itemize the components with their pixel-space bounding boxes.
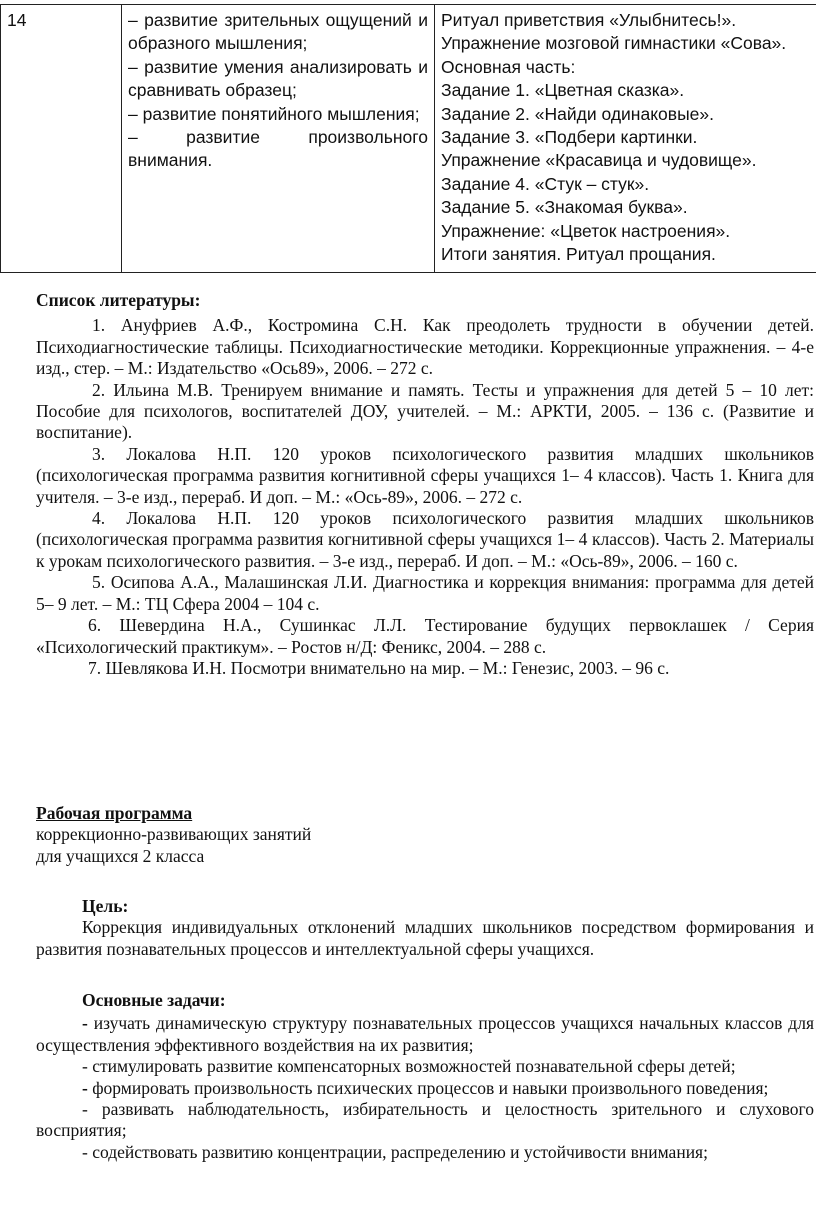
step-item: Задание 2. «Найди одинаковые». [441,103,714,124]
program-heading: Рабочая программа [36,803,193,823]
lesson-number: 14 [7,10,27,30]
reference-item: 1. Ануфриев А.Ф., Костромина С.Н. Как преодолеть трудности в обучении детей. Психодиагностические таблицы. Психодиагностические методики. Коррекционные упражнения. – 4-е изд., стер. – М.: Издательство «Ось89», 2006. – 272 с. [36,315,814,379]
table-row [1,5,816,273]
tasks-label: Основные задачи: [82,990,226,1010]
task-item [36,1013,814,1056]
task-dash: - [82,1013,88,1034]
task-dash: - [82,1077,88,1098]
step-item: Задание 5. «Знакомая буква». [441,197,688,218]
goal-label: Цель: [82,896,129,916]
program-subtitle: коррекционно-развивающих занятий [36,824,312,845]
step-item: Ритуал приветствия «Улыбнитесь!». [441,10,737,30]
step-item: Задание 3. «Подбери картинки. [441,127,698,148]
lesson-goals-cell [122,5,435,273]
lesson-steps-cell [435,5,816,273]
references-section [36,290,814,679]
task-text: стимулировать развитие компенсаторных возможностей познавательной сферы детей; [92,1056,736,1077]
goal-item: – развитие понятийного мышления; [128,103,420,124]
task-item [36,1078,814,1099]
goal-item: – развитие умения анализировать и сравнивать образец; [128,56,428,101]
task-text: изучать динамическую структуру познавательных процессов учащихся начальных классов для осуществления эффективного воздействия на их развития; [36,1013,814,1055]
task-item [36,1056,814,1077]
reference-item: 7. Шевлякова И.Н. Посмотри внимательно на мир. – М.: Генезис, 2003. – 96 с. [88,657,670,678]
reference-item: 3. Локалова Н.П. 120 уроков психологического развития младших школьников (психологическая программа развития когнитивной сферы учащихся 1– 4 классов). Часть 1. Книга для учителя. – 3-е изд., перераб. И доп. – М.: «Ось-89», 2006. – 272 с. [36,443,814,507]
tasks-section [36,990,814,1163]
program-section [36,803,814,867]
task-item [36,1142,814,1163]
reference-item: 4. Локалова Н.П. 120 уроков психологического развития младших школьников (психологическая программа развития когнитивной сферы учащихся 1– 4 классов). Часть 2. Материалы к урокам психологического развития. – 3-е изд., перераб. И доп. – М.: «Ось-89», 2006. – 160 с. [36,508,814,571]
reference-item: 6. Шевердина Н.А., Сушинкас Л.Л. Тестирование будущих первоклашек / Серия «Психологический практикум». – Ростов н/Д: Феникс, 2004. – 288 с. [36,615,814,657]
lesson-plan-table [0,4,816,273]
step-item: Задание 4. «Стук – стук». [441,173,650,194]
goal-text: Коррекция индивидуальных отклонений младших школьников посредством формирования и развития познавательных процессов и интеллектуальной сферы учащихся. [36,917,814,959]
goal-item: – развитие произвольного внимания. [128,127,428,171]
task-text: развивать наблюдательность, избирательность и целостность зрительного и слухового восприятия; [36,1099,814,1141]
references-title: Список литературы: [36,290,201,310]
goal-item: – развитие зрительных ощущений и образного мышления; [128,10,428,54]
step-item: Упражнение: «Цветок настроения». [441,220,731,241]
lesson-number-cell [1,5,122,273]
task-dash: - [82,1056,88,1077]
reference-item: 5. Осипова А.А., Малашинская Л.И. Диагностика и коррекция внимания: программа для детей 5– 9 лет. – М.: ТЦ Сфера 2004 – 104 с. [36,572,814,614]
task-text: содействовать развитию концентрации, распределению и устойчивости внимания; [92,1141,708,1162]
step-item: Итоги занятия. Ритуал прощания. [441,244,716,265]
step-item: Основная часть: [441,56,576,77]
task-dash: - [82,1141,88,1162]
step-item: Задание 1. «Цветная сказка». [441,80,685,101]
task-item [36,1099,814,1142]
step-item: Упражнение мозговой гимнастики «Сова». [441,33,787,54]
reference-item: 2. Ильина М.В. Тренируем внимание и память. Тесты и упражнения для детей 5 – 10 лет: Пособие для психологов, воспитателей ДОУ, учителей. – М.: АРКТИ, 2005. – 136 с. (Развитие и воспитание). [36,379,814,443]
step-item: Упражнение «Красавица и чудовище». [441,150,757,171]
task-dash: - [82,1099,88,1120]
goal-section [36,896,814,960]
task-text: формировать произвольность психических процессов и навыки произвольного поведения; [92,1077,769,1098]
program-audience: для учащихся 2 класса [36,845,205,866]
